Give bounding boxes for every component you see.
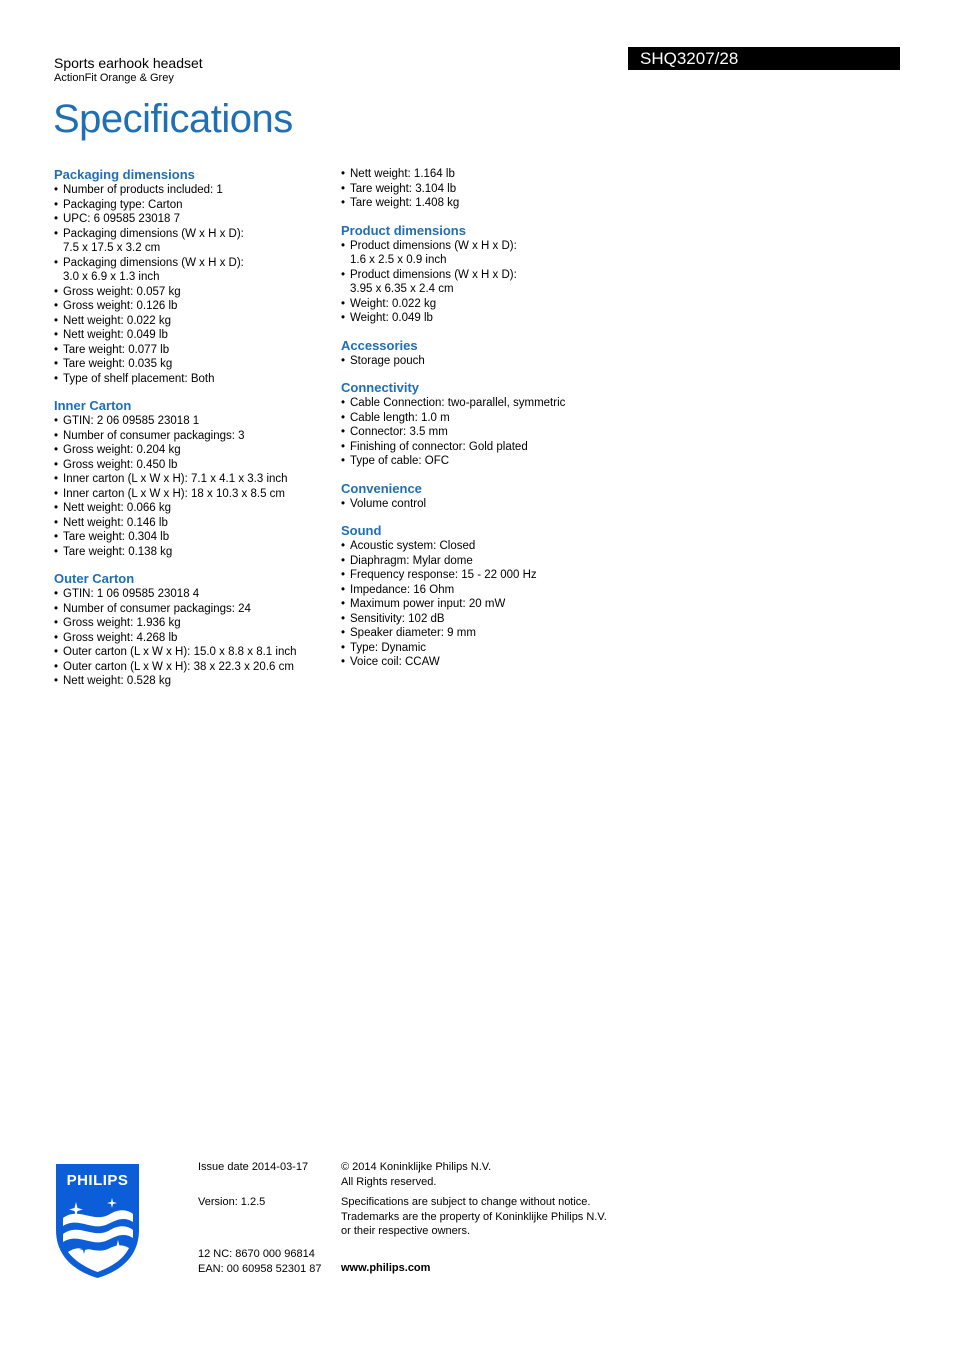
spec-section — [341, 523, 631, 670]
section-title: Product dimensions — [341, 222, 466, 238]
spec-item: • Volume control — [341, 497, 631, 512]
spec-item: • Nett weight: 0.146 lb — [54, 516, 334, 531]
spec-item: • Nett weight: 0.528 kg — [54, 674, 334, 689]
spec-section — [341, 223, 631, 326]
spec-section — [54, 571, 334, 689]
spec-item: • Product dimensions (W x H x D): 3.95 x 6.35 x 2.4 cm — [341, 268, 631, 297]
spec-item: • Tare weight: 0.035 kg — [54, 357, 334, 372]
spec-section — [341, 167, 631, 211]
notice-line: Trademarks are the property of Koninklijke Philips N.V. — [341, 1210, 607, 1223]
spec-item: • Tare weight: 0.077 lb — [54, 343, 334, 358]
spec-list — [341, 396, 631, 469]
spec-item: • Gross weight: 0.126 lb — [54, 299, 334, 314]
spec-item: • Cable Connection: two-parallel, symmetric — [341, 396, 631, 411]
spec-item: • Weight: 0.049 lb — [341, 311, 631, 326]
spec-item: • Nett weight: 0.049 lb — [54, 328, 334, 343]
spec-item: • Number of consumer packagings: 24 — [54, 602, 334, 617]
spec-item: • Type: Dynamic — [341, 641, 631, 656]
spec-item: • UPC: 6 09585 23018 7 — [54, 212, 334, 227]
spec-item: • Nett weight: 1.164 lb — [341, 167, 631, 182]
spec-section — [54, 167, 334, 386]
spec-item: • Packaging type: Carton — [54, 198, 334, 213]
spec-item: • Tare weight: 0.304 lb — [54, 530, 334, 545]
ean-code: EAN: 00 60958 52301 87 — [198, 1262, 322, 1275]
spec-list — [54, 587, 334, 689]
rights-line: All Rights reserved. — [341, 1175, 437, 1188]
spec-item: • GTIN: 1 06 09585 23018 4 — [54, 587, 334, 602]
issue-date: Issue date 2014-03-17 — [198, 1161, 309, 1173]
logo-wordmark: PHILIPS — [66, 1172, 129, 1189]
spec-item: • Nett weight: 0.022 kg — [54, 314, 334, 329]
spec-item: • Product dimensions (W x H x D): 1.6 x 2.5 x 0.9 inch — [341, 239, 631, 268]
spec-item: • Maximum power input: 20 mW — [341, 597, 631, 612]
spec-item: • Impedance: 16 Ohm — [341, 583, 631, 598]
spec-item: • Packaging dimensions (W x H x D): 3.0 x 6.9 x 1.3 inch — [54, 256, 334, 285]
spec-item: • Number of products included: 1 — [54, 183, 334, 198]
spec-item: • Type of shelf placement: Both — [54, 372, 334, 387]
product-variant: ActionFit Orange & Grey — [54, 72, 174, 84]
spec-item: • Number of consumer packagings: 3 — [54, 429, 334, 444]
copyright-line: © 2014 Koninklijke Philips N.V. — [341, 1161, 492, 1173]
spec-item: • Cable length: 1.0 m — [341, 411, 631, 426]
spec-item: • Storage pouch — [341, 354, 631, 369]
spec-item: • Gross weight: 0.204 kg — [54, 443, 334, 458]
spec-item: • Gross weight: 4.268 lb — [54, 631, 334, 646]
model-number-badge: SHQ3207/28 — [628, 47, 900, 70]
philips-shield-logo — [54, 1162, 141, 1279]
spec-column-right — [341, 167, 631, 682]
section-title: Connectivity — [341, 380, 420, 395]
copyright — [341, 1160, 491, 1189]
spec-item: • Inner carton (L x W x H): 7.1 x 4.1 x 3.3 inch — [54, 472, 334, 487]
spec-item: • Voice coil: CCAW — [341, 655, 631, 670]
spec-item: • Tare weight: 3.104 lb — [341, 182, 631, 197]
product-name: Sports earhook headset — [54, 55, 203, 71]
nc-code: 12 NC: 8670 000 96814 — [198, 1248, 315, 1260]
page-title: Specifications — [53, 97, 293, 141]
spec-section — [341, 481, 631, 512]
spec-list — [341, 354, 631, 369]
notice-line: Specifications are subject to change without notice. — [341, 1196, 591, 1208]
spec-list — [341, 539, 631, 670]
section-title: Convenience — [341, 480, 422, 496]
spec-list — [341, 167, 631, 211]
product-codes — [198, 1247, 322, 1276]
section-title: Accessories — [341, 337, 418, 353]
spec-item: • Tare weight: 0.138 kg — [54, 545, 334, 560]
spec-list — [54, 414, 334, 559]
spec-item: • Type of cable: OFC — [341, 454, 631, 469]
spec-section — [54, 398, 334, 559]
spec-item: • Weight: 0.022 kg — [341, 297, 631, 312]
spec-list — [341, 239, 631, 326]
spec-item: • Gross weight: 0.450 lb — [54, 458, 334, 473]
section-title: Sound — [341, 523, 382, 538]
section-title: Inner Carton — [54, 398, 132, 413]
section-title: Outer Carton — [54, 571, 135, 586]
spec-item: • Outer carton (L x W x H): 15.0 x 8.8 x 8.1 inch — [54, 645, 334, 660]
website-link[interactable]: www.philips.com — [341, 1262, 431, 1274]
spec-item: • Sensitivity: 102 dB — [341, 612, 631, 627]
spec-item: • Tare weight: 1.408 kg — [341, 196, 631, 211]
spec-item: • Packaging dimensions (W x H x D): 7.5 x 17.5 x 3.2 cm — [54, 227, 334, 256]
spec-item: • Speaker diameter: 9 mm — [341, 626, 631, 641]
spec-item: • Outer carton (L x W x H): 38 x 22.3 x 20.6 cm — [54, 660, 334, 675]
spec-item: • Diaphragm: Mylar dome — [341, 554, 631, 569]
spec-section — [341, 380, 631, 469]
spec-item: • Finishing of connector: Gold plated — [341, 440, 631, 455]
spec-item: • Acoustic system: Closed — [341, 539, 631, 554]
spec-item: • Gross weight: 1.936 kg — [54, 616, 334, 631]
legal-notice — [341, 1195, 631, 1239]
spec-column-left — [54, 167, 334, 701]
spec-item: • Nett weight: 0.066 kg — [54, 501, 334, 516]
version: Version: 1.2.5 — [198, 1196, 266, 1208]
spec-item: • Connector: 3.5 mm — [341, 425, 631, 440]
spec-item: • Frequency response: 15 - 22 000 Hz — [341, 568, 631, 583]
spec-list — [341, 497, 631, 512]
spec-item: • GTIN: 2 06 09585 23018 1 — [54, 414, 334, 429]
spec-list — [54, 183, 334, 386]
notice-line: or their respective owners. — [341, 1225, 470, 1237]
spec-section — [341, 338, 631, 369]
spec-item: • Inner carton (L x W x H): 18 x 10.3 x 8.5 cm — [54, 487, 334, 502]
section-title: Packaging dimensions — [54, 167, 195, 182]
spec-item: • Gross weight: 0.057 kg — [54, 285, 334, 300]
